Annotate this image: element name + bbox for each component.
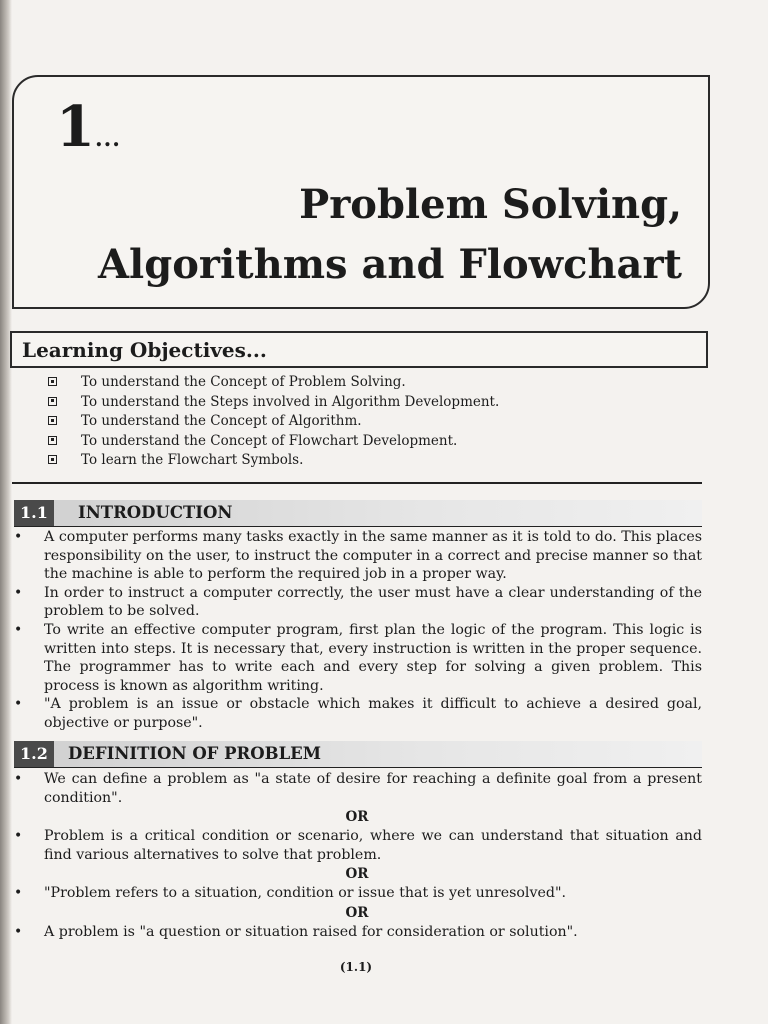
objective-item — [48, 373, 499, 393]
objective-item — [48, 451, 499, 471]
list-item: • A problem is "a question or situation raised for consideration or solution". — [12, 923, 702, 942]
objectives-divider — [12, 482, 702, 484]
objective-text: To understand the Steps involved in Algorithm Development. — [81, 393, 500, 410]
objective-text: To understand the Concept of Problem Solving. — [81, 374, 406, 390]
learning-objectives-header — [10, 331, 708, 368]
learning-objectives-list — [48, 373, 499, 471]
objective-item — [48, 432, 499, 452]
list-item: • In order to instruct a computer correctly, the user must have a clear understanding of the problem to be solved. — [12, 584, 702, 621]
introduction-bullets — [12, 528, 702, 733]
chapter-title-line2: Algorithms and Flowchart — [98, 241, 682, 288]
list-item: • We can define a problem as "a state of desire for reaching a definite goal from a present condition". — [12, 770, 702, 807]
chapter-header-box — [12, 75, 710, 309]
objective-text: To understand the Concept of Algorithm. — [81, 413, 362, 429]
list-item: • A computer performs many tasks exactly in the same manner as it is told to do. This places responsibility on the user, to instruct the computer in a correct and precise manner so that the machine is able to perform the required job in a proper way. — [12, 528, 702, 584]
page-number: (1.1) — [339, 960, 373, 974]
book-spine-shadow — [0, 0, 12, 1024]
or-separator: OR — [345, 809, 369, 826]
objective-item — [48, 412, 499, 432]
or-separator: OR — [345, 904, 369, 921]
square-bullet-icon — [48, 455, 57, 464]
chapter-number-dots: ... — [94, 126, 121, 152]
section-number: 1.2 — [14, 741, 54, 767]
list-item: • Problem is a critical condition or scenario, where we can understand that situation and find various alternatives to solve that problem. — [12, 827, 702, 864]
learning-objectives-title: Learning Objectives... — [22, 338, 267, 362]
section-title: INTRODUCTION — [78, 503, 233, 522]
objective-text: To learn the Flowchart Symbols. — [81, 452, 304, 468]
objective-text: To understand the Concept of Flowchart Development. — [81, 432, 458, 449]
section-number: 1.1 — [14, 500, 54, 526]
chapter-title-line1: Problem Solving, — [299, 181, 682, 228]
list-item: • To write an effective computer program, first plan the logic of the program. This logic is written into steps. It is necessary that, every instruction is written in the proper sequence. The programmer has to write each and every step for solving a given problem. This process is known as algorithm writing. — [12, 621, 702, 695]
section-underline — [14, 767, 702, 768]
square-bullet-icon — [48, 397, 57, 406]
objective-item — [48, 393, 499, 413]
chapter-title — [98, 175, 682, 295]
chapter-number-digit: 1 — [56, 94, 95, 160]
square-bullet-icon — [48, 416, 57, 425]
list-item: • "A problem is an issue or obstacle which makes it difficult to achieve a desired goal, objective or purpose". — [12, 695, 702, 732]
list-item: • "Problem refers to a situation, condition or issue that is yet unresolved". — [12, 884, 702, 903]
square-bullet-icon — [48, 377, 57, 386]
definition-bullets — [12, 770, 702, 942]
square-bullet-icon — [48, 436, 57, 445]
chapter-number — [56, 94, 121, 160]
section-title: DEFINITION OF PROBLEM — [68, 744, 322, 763]
section-underline — [14, 526, 702, 527]
section-header-introduction — [14, 500, 702, 526]
or-separator: OR — [345, 866, 369, 883]
section-header-definition — [14, 741, 702, 767]
